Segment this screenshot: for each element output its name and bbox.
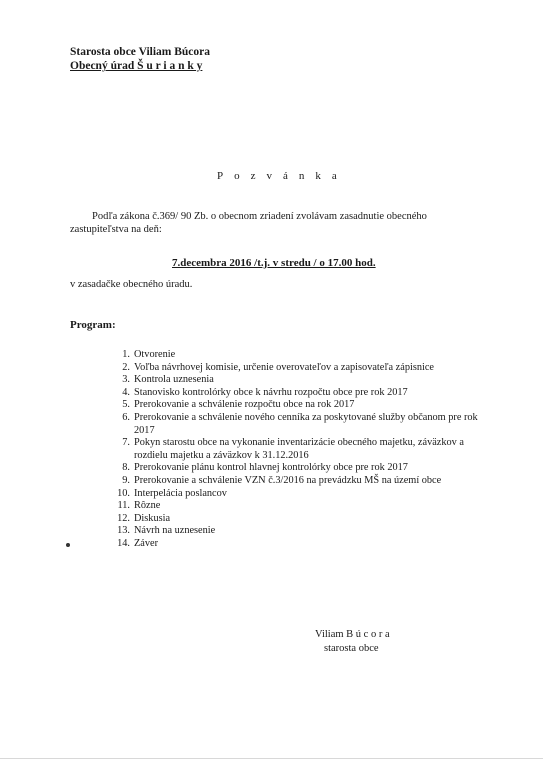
item-text: Diskusia: [134, 512, 171, 524]
item-number: 2.: [122, 361, 130, 373]
list-item: [117, 525, 489, 538]
list-item: [117, 500, 489, 513]
item-text: Stanovisko kontrolórky obce k návrhu rozpočtu obce pre rok 2017: [134, 386, 408, 398]
meeting-date: 7.decembra 2016 /t.j. v stredu / o 17.00 hod.: [172, 257, 376, 269]
item-text: Prerokovanie a schválenie nového cenníka za poskytované služby občanom pre rok 2017: [134, 411, 478, 436]
item-number: 14.: [117, 537, 130, 549]
list-item: [122, 399, 489, 412]
document-title: Pozvánka: [217, 170, 348, 182]
list-item: [122, 361, 489, 375]
list-item: [122, 462, 489, 475]
item-number: 1.: [122, 349, 130, 360]
list-item: [122, 411, 489, 437]
list-item: [122, 386, 489, 400]
list-item: [117, 512, 489, 526]
item-text: Otvorenie: [134, 349, 176, 360]
item-number: 8.: [122, 462, 130, 474]
item-number: 9.: [122, 474, 130, 486]
item-text: Pokyn starostu obce na vykonanie inventarizácie obecného majetku, záväzkov a rozdielu majetku a záväzkov k 31.12.2016: [134, 437, 464, 461]
item-number: 3.: [122, 374, 130, 386]
header-mayor: Starosta obce Viliam Búcora: [70, 46, 211, 58]
list-item: [117, 537, 489, 551]
list-item: [122, 474, 489, 488]
meeting-place: v zasadačke obecného úradu.: [70, 279, 193, 290]
item-number: 4.: [122, 386, 130, 398]
item-number: 13.: [117, 525, 130, 537]
item-number: 12.: [117, 512, 130, 524]
list-item: [122, 374, 489, 387]
item-text: Návrh na uznesenie: [134, 525, 216, 537]
program-list: [117, 349, 489, 551]
item-text: Prerokovanie a schválenie VZN č.3/2016 na prevádzku MŠ na území obce: [134, 474, 442, 486]
item-text: Záver: [134, 537, 159, 549]
header-office: Obecný úrad Š u r i a n k y: [70, 60, 203, 72]
item-text: Interpelácia poslancov: [134, 487, 227, 499]
scan-edge-line: [0, 758, 543, 759]
list-item: [122, 437, 489, 462]
signature-name: Viliam B ú c o r a: [315, 629, 390, 640]
signature-role: starosta obce: [324, 643, 379, 654]
item-number: 6.: [122, 411, 130, 423]
item-text: Kontrola uznesenia: [134, 374, 214, 386]
item-text: Voľba návrhovej komisie, určenie overovateľov a zapisovateľa zápisnice: [134, 361, 434, 373]
item-number: 10.: [117, 487, 130, 499]
list-item: [122, 349, 489, 362]
item-text: Prerokovanie plánu kontrol hlavnej kontrolórky obce pre rok 2017: [134, 462, 408, 474]
item-number: 11.: [117, 500, 130, 512]
item-text: Prerokovanie a schválenie rozpočtu obce na rok 2017: [134, 399, 355, 411]
scan-speck: [66, 543, 70, 547]
program-label: Program:: [70, 319, 116, 331]
item-number: 7.: [122, 437, 130, 449]
list-item: [117, 487, 489, 501]
item-text: Rôzne: [134, 500, 161, 512]
intro-paragraph: Podľa zákona č.369/ 90 Zb. o obecnom zriadení zvolávam zasadnutie obecného zastupiteľstva na deň:: [70, 211, 427, 235]
item-number: 5.: [122, 399, 130, 411]
